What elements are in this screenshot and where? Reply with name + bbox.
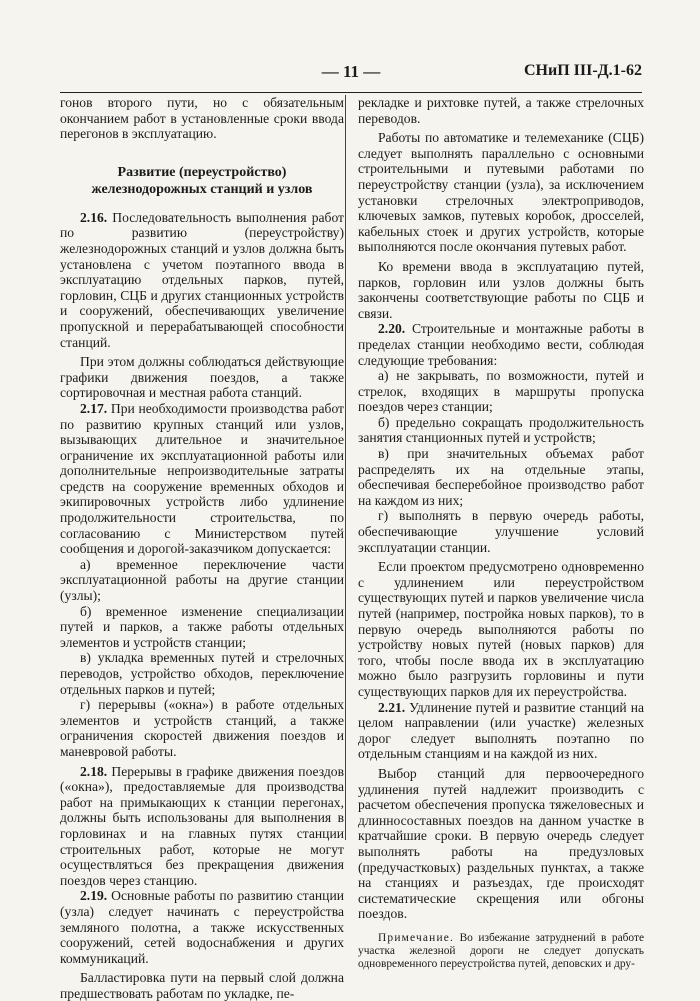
list-item: а) не закрывать, по возможности, путей и стрелок, входящих в маршруты пропуска поездов через станции; bbox=[358, 368, 644, 415]
column-divider bbox=[345, 95, 346, 840]
right-column bbox=[358, 95, 644, 971]
note-text: Во избежание затруднений в работе участка железной дороги не следует допускать одновременного переустройства путей, деповских и дру- bbox=[358, 931, 644, 971]
list-item: в) при значительных объемах работ распределять их на отдельные этапы, обеспечивая бесперебойное производство работ на каждом из них; bbox=[358, 446, 644, 508]
list-item: б) предельно сокращать продолжительность занятия станционных путей и устройств; bbox=[358, 414, 644, 446]
paragraph: Работы по автоматике и телемеханике (СЦБ) следует выполнять параллельно с основными строительными и путевыми работами по переустройству станции (узла), за исключением установки стрелочных электроприводов, ключевых замков, путевых коробок, дросселей, кабельных стоек и других устройств, которые выполняются после окончания путевых работ. bbox=[358, 130, 644, 255]
clause-text: Перерывы в графике движения поездов («окна»), предоставляемые для производства работ на примыкающих к станции перегонах, должны быть использованы для выполнения в горловинах и на главных путях станции строительных работ, которые не могут осуществляться без прекращения движения поездов через станцию. bbox=[60, 763, 344, 888]
clause-number: 2.19. bbox=[80, 888, 108, 904]
paragraph: рекладке и рихтовке путей, а также стрелочных переводов. bbox=[358, 95, 644, 126]
list-item: в) укладка временных путей и стрелочных переводов, устройство обходов, переключение отдельных парков и путей; bbox=[60, 650, 344, 697]
clause-2-17 bbox=[60, 401, 344, 557]
clause-number: 2.18. bbox=[80, 763, 108, 779]
clause-text: Строительные и монтажные работы в пределах станции необходимо вести, соблюдая следующие требования: bbox=[358, 321, 644, 368]
paragraph: При этом должны соблюдаться действующие графики движения поездов, а также сортировочная и местная работа станций. bbox=[60, 354, 344, 401]
note-label: Примечание. bbox=[378, 931, 455, 944]
clause-number: 2.21. bbox=[378, 699, 406, 715]
list-item: б) временное изменение специализации путей и парков, а также работы отдельных элементов и устройств станции; bbox=[60, 603, 344, 650]
clause-text: Основные работы по развитию станции (узла) следует начинать с переустройства земляного полотна, а также искусственных сооружений, сетей водоснабжения и других коммуникаций. bbox=[60, 888, 344, 966]
clause-2-21 bbox=[358, 700, 644, 762]
paragraph: Если проектом предусмотрено одновременно с удлинением или переустройством существующих путей и парков увеличение числа путей (например, постройка новых парков), то в первую очередь выполняются работы по устройству новых путей (новых парков) для того, чтобы после ввода их в эксплуатацию можно было разгрузить горловины и пути существующих парков для их переустройства. bbox=[358, 559, 644, 699]
clause-number: 2.17. bbox=[80, 400, 108, 416]
clause-2-16 bbox=[60, 210, 344, 350]
clause-2-19 bbox=[60, 888, 344, 966]
clause-number: 2.20. bbox=[378, 321, 406, 337]
paragraph: Балластировка пути на первый слой должна предшествовать работам по укладке, пе- bbox=[60, 970, 344, 1001]
document-code: СНиП III-Д.1-62 bbox=[523, 62, 642, 79]
section-title: Развитие (переустройство) железнодорожных станций и узлов bbox=[91, 164, 313, 197]
clause-2-20 bbox=[358, 321, 644, 368]
header-rule bbox=[60, 92, 642, 93]
note bbox=[358, 932, 644, 972]
clause-text: При необходимости производства работ по развитию крупных станций или узлов, вызывающих длительное и значительное ограничение их эксплуатационной работы или дополнительные непроизводительные затраты средств на сооружение временных обходов и экипировочных устройств либо удлинение продолжительности строительства, по согласованию с Министерством путей сообщения и дорогой-заказчиком допускается: bbox=[60, 400, 344, 557]
clause-2-18 bbox=[60, 764, 344, 889]
page-header bbox=[60, 60, 642, 86]
paragraph: Ко времени ввода в эксплуатацию путей, парков, горловин или узлов должны быть закончены соответствующие работы по СЦБ и связи. bbox=[358, 258, 644, 321]
page-number: — 11 — bbox=[321, 62, 381, 81]
clause-text: Последовательность выполнения работ по развитию (переустройству) железнодорожных станций и узлов должна быть установлена с учетом поэтапного ввода в эксплуатацию отдельных парков, путей, горловин, СЦБ и других станционных устройств и сооружений, обеспечивающих увеличение пропускной и перерабатывающей способности станций. bbox=[60, 209, 344, 350]
list-item: г) перерывы («окна») в работе отдельных элементов и устройств станций, а также ограничения скоростей движения поездов и маневровой работы. bbox=[60, 697, 344, 759]
left-column bbox=[60, 95, 344, 1001]
clause-text: Удлинение путей и развитие станций на целом направлении (или участке) железных дорог следует выполнять поэтапно по отдельным станциям и на каждой из них. bbox=[358, 699, 644, 762]
list-item: а) временное переключение части эксплуатационной работы на другие станции (узлы); bbox=[60, 556, 344, 604]
paragraph: гонов второго пути, но с обязательным окончанием работ в установленные сроки ввода перегонов в эксплуатацию. bbox=[60, 95, 344, 142]
clause-number: 2.16. bbox=[80, 209, 108, 225]
paragraph: Выбор станций для первоочередного удлинения путей надлежит производить с расчетом обеспечения пропуска тяжеловесных и длинносоставных поездов на данном участке в кратчайшие сроки. В первую очередь следует выполнять работы на предузловых (предучастковых) раздельных пунктах, а также на станциях и разъездах, где происходят систематические скрещения или обгоны поездов. bbox=[358, 765, 644, 922]
list-item: г) выполнять в первую очередь работы, обеспечивающие улучшение условий эксплуатации станции. bbox=[358, 508, 644, 555]
